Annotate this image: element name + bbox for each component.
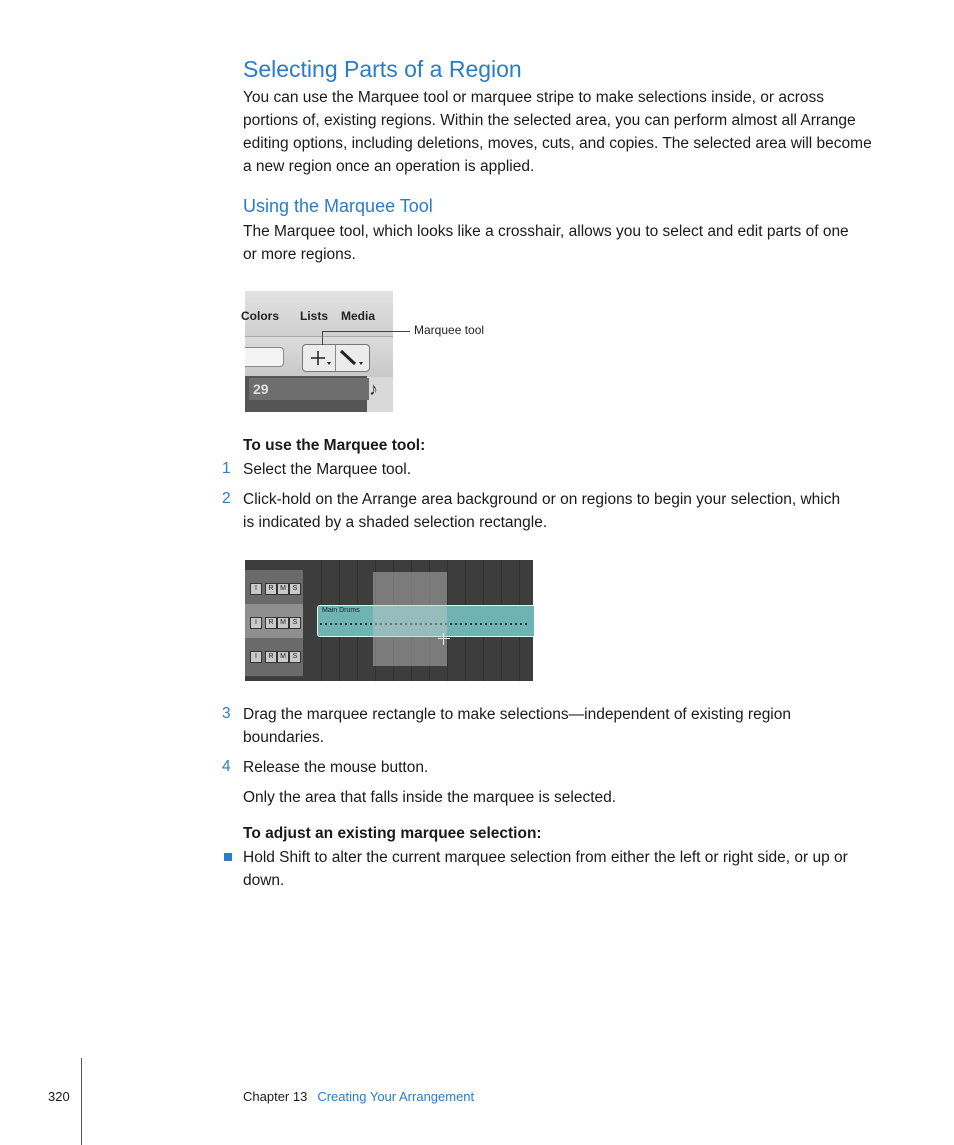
page-heading: Selecting Parts of a Region [243,56,522,82]
track-header [245,638,303,677]
callout-line [322,331,410,332]
solo-button: S [289,651,301,663]
chapter-title: Creating Your Arrangement [317,1089,475,1104]
mute-button: M [277,651,289,663]
step-text: Release the mouse button. [243,759,429,776]
bullet-text: Hold Shift to alter the current marquee selection from either the left or right side, or up or down. [243,849,848,889]
step-number: 1 [222,460,231,477]
record-button: R [265,583,277,595]
arrange-screenshot [245,560,533,681]
callout-label: Marquee tool [414,323,485,337]
lists-label: Lists [300,309,329,323]
toolbar-controls [245,336,393,377]
chapter-number: Chapter 13 [243,1089,308,1104]
step-number: 4 [222,758,231,775]
toolbar-top [241,291,393,336]
bar-ruler [245,376,367,412]
intro-paragraph: You can use the Marquee tool or marquee stripe to make selections inside, or across portions of, existing regions. Within the selected area, you can perform almost all Arrange editing options, including deletions, moves, cuts, and copies. The selected area will become a new region once an operation is applied. [243,89,872,175]
task-title-adjust: To adjust an existing marquee selection: [243,825,542,842]
step-note: Only the area that falls inside the marquee is selected. [243,789,617,806]
step-number: 2 [222,490,231,507]
input-button: I [250,651,262,663]
bar-number: 29 [249,378,369,400]
step-text: Drag the marquee rectangle to make selections—independent of existing region boundaries. [243,706,791,746]
footer-chapter [243,1089,474,1104]
marquee-selection [373,572,447,666]
music-note-icon: ♪ [369,379,378,399]
mute-button: M [277,583,289,595]
crosshair-cursor-icon [438,638,450,639]
section-intro: The Marquee tool, which looks like a crosshair, allows you to select and edit parts of one or more regions. [243,223,849,263]
task-title-use: To use the Marquee tool: [243,437,426,454]
crosshair-icon [303,345,369,371]
colors-label: Colors [241,309,280,323]
page-number: 320 [48,1089,70,1104]
solo-button: S [289,617,301,629]
callout-line [322,331,323,345]
bullet-icon [224,853,232,861]
input-button: I [250,617,262,629]
solo-button: S [289,583,301,595]
footer-divider [81,1058,82,1145]
mute-button: M [277,617,289,629]
step-text: Select the Marquee tool. [243,461,412,478]
toolbar-screenshot [241,291,393,412]
media-label: Media [341,309,376,323]
step-text: Click-hold on the Arrange area background or on regions to begin your selection, which is indicated by a shaded selection rectangle. [243,491,841,531]
region-name: Main Drums [322,607,360,614]
record-button: R [265,617,277,629]
tool-menus [302,344,370,372]
record-button: R [265,651,277,663]
step-number: 3 [222,705,231,722]
input-button: I [250,583,262,595]
popup-menu [245,347,284,367]
section-heading: Using the Marquee Tool [243,196,433,216]
